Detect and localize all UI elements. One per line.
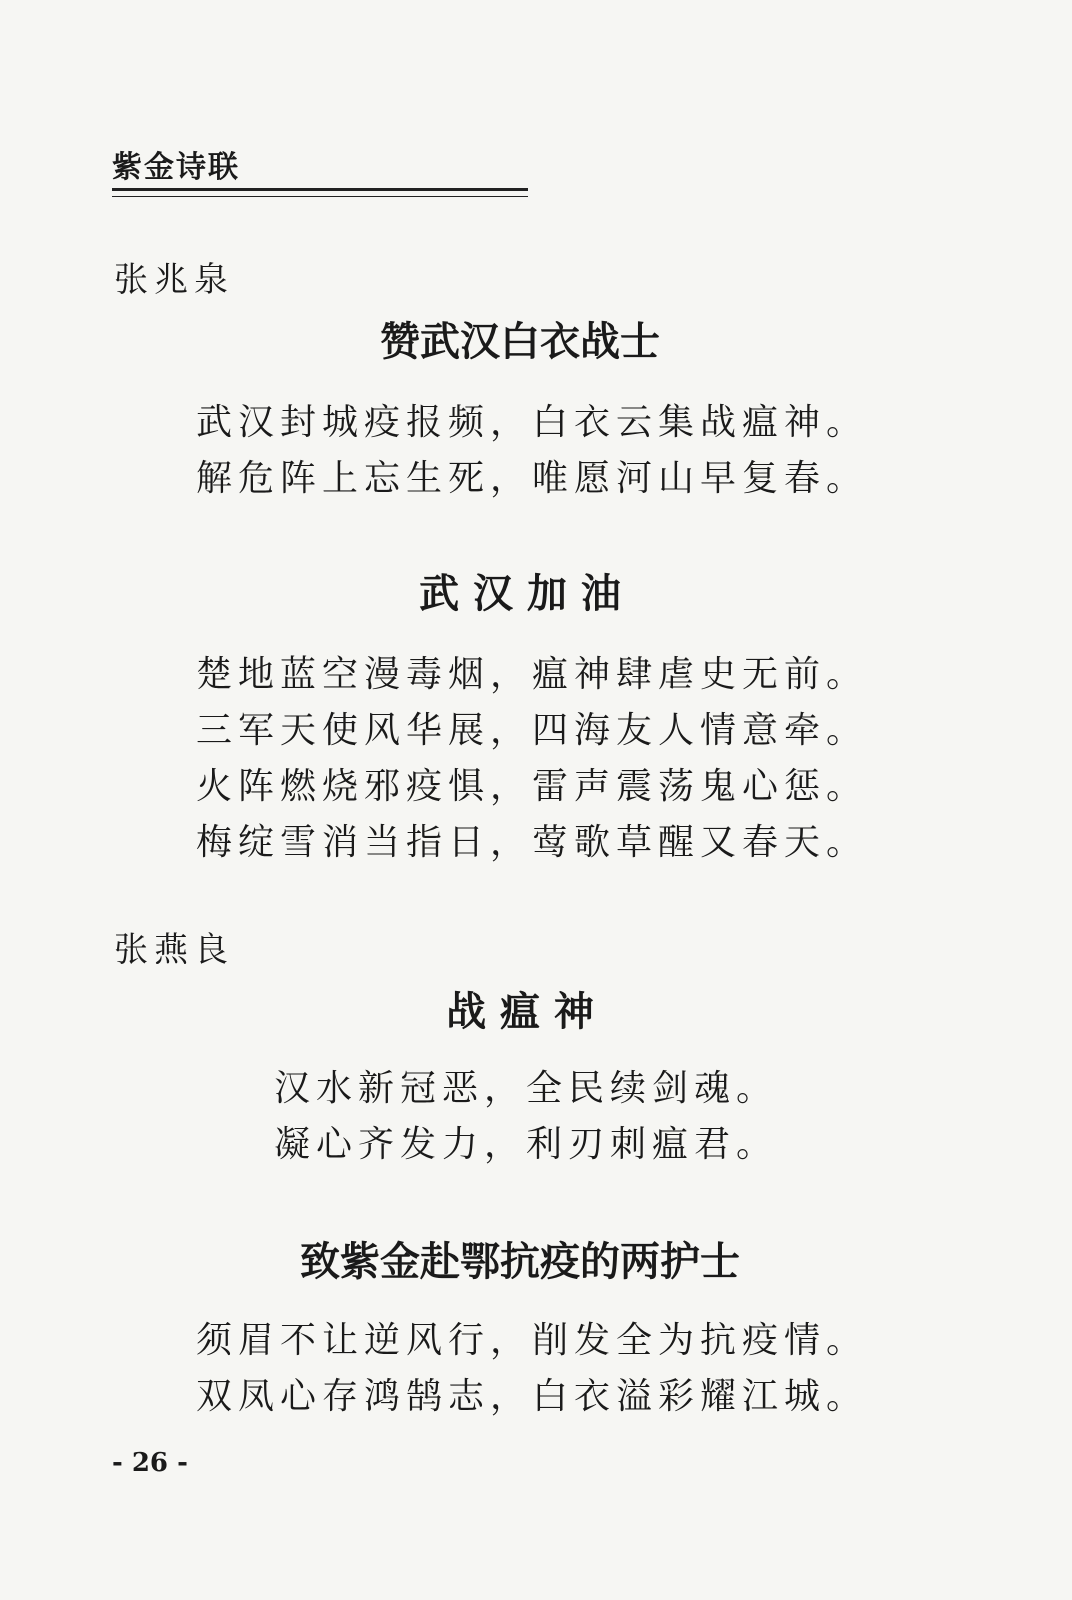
- poem-title: 致紫金赴鄂抗疫的两护士: [300, 1238, 740, 1285]
- poem-line: 凝心齐发力，利刃刺瘟君。: [274, 1124, 779, 1165]
- poem-line: 武汉封城疫报频，白衣云集战瘟神。: [196, 402, 869, 443]
- poem-line: 双凤心存鸿鹄志，白衣溢彩耀江城。: [196, 1376, 869, 1417]
- poem-line: 梅绽雪消当指日，莺歌草醒又春天。: [196, 822, 869, 863]
- poem-title: 战 瘟 神: [446, 988, 594, 1035]
- running-header: [112, 150, 528, 197]
- header-divider: [112, 188, 528, 197]
- poem-line: 火阵燃烧邪疫惧，雷声震荡鬼心惩。: [196, 766, 869, 807]
- poem-line: 须眉不让逆风行，削发全为抗疫情。: [196, 1320, 869, 1361]
- poem-title: 武 汉 加 油: [419, 570, 621, 617]
- author-name: 张兆泉: [114, 260, 234, 300]
- poem-line: 三军天使风华展，四海友人情意牵。: [196, 710, 869, 751]
- poem-line: 楚地蓝空漫毒烟，瘟神肆虐史无前。: [196, 654, 869, 695]
- book-title: 紫金诗联: [112, 150, 240, 185]
- page-number: - 26 -: [112, 1448, 188, 1478]
- poem-title: 赞武汉白衣战士: [380, 318, 660, 365]
- poem-line: 汉水新冠恶，全民续剑魂。: [274, 1068, 779, 1109]
- author-name: 张燕良: [114, 930, 234, 970]
- poem-line: 解危阵上忘生死，唯愿河山早复春。: [196, 458, 869, 499]
